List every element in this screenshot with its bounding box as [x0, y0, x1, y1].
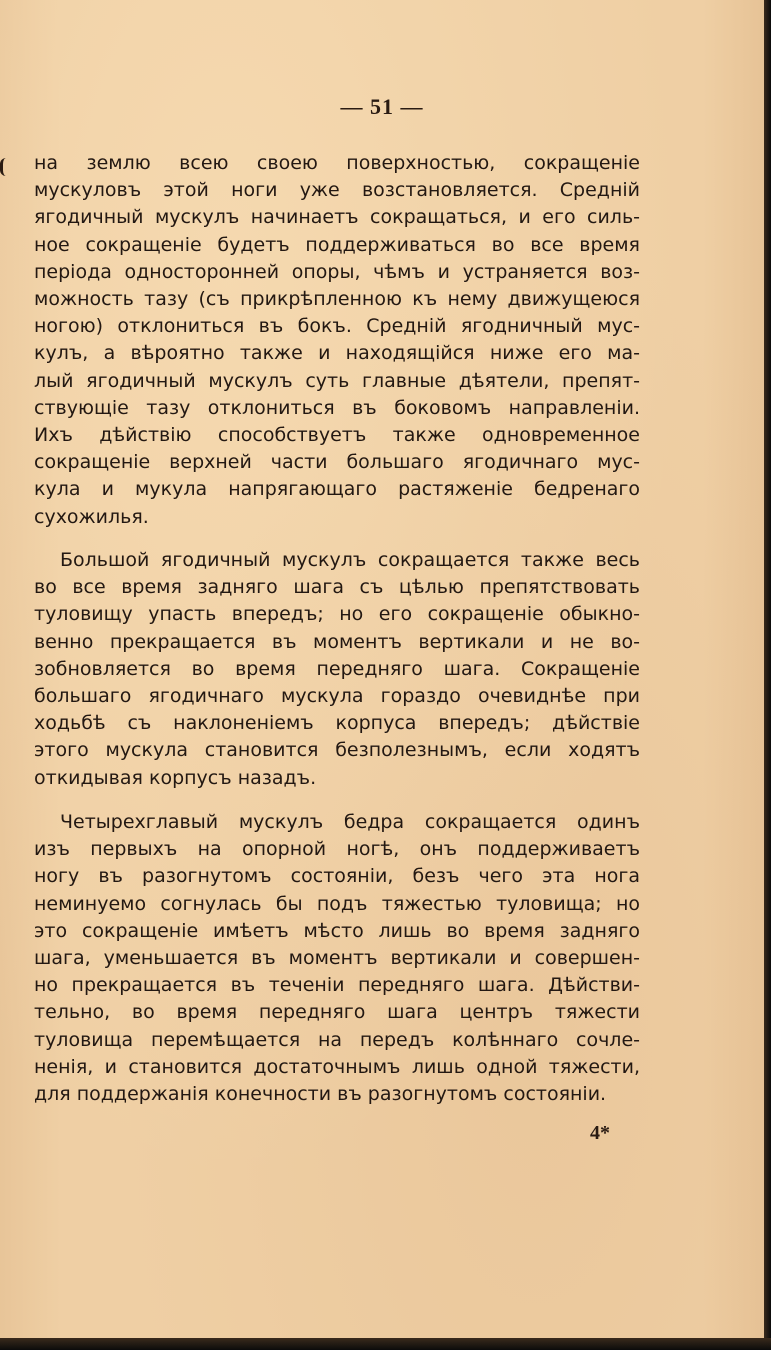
- text-line: лый ягодичный мускулъ суть главные дѣятели, препят-: [34, 369, 640, 392]
- text-line: кула и мукула напрягающаго растяженiе бедренаго: [34, 478, 640, 501]
- text-line: откидывая корпусъ назадъ.: [34, 766, 317, 789]
- text-line: для поддержанiя конечности въ разогнутомъ состоянiи.: [34, 1083, 607, 1106]
- text-line: ягодичный мускулъ начинаетъ сокращаться, и его силь-: [34, 206, 640, 229]
- text-line: ногу въ разогнутомъ состоянiи, безъ чего эта нога: [34, 865, 640, 888]
- text-line: мускуловъ этой ноги уже возстановляется. Среднiй: [34, 179, 640, 202]
- scan-edge-right: [764, 0, 771, 1350]
- text-line: сухожилья.: [34, 505, 149, 528]
- text-line: ствующiе тазу отклониться въ боковомъ направленiи.: [34, 396, 640, 419]
- text-line: этого мускула становится безполезнымъ, если ходятъ: [34, 739, 640, 762]
- text-line: ное сокращенiе будетъ поддерживаться во все время: [34, 233, 640, 256]
- text-line: ходьбѣ съ наклоненiемъ корпуса впередъ; дѣйствiе: [34, 712, 640, 735]
- text-line: венно прекращается въ моментъ вертикали и не во-: [34, 630, 640, 653]
- signature-mark: 4*: [590, 1122, 610, 1144]
- text-line: кулъ, а вѣроятно также и находящiйся ниже его ма-: [34, 342, 640, 365]
- text-line: ненiя, и становится достаточнымъ лишь одной тяжести,: [34, 1055, 640, 1078]
- text-line: ногою) отклониться въ бокъ. Среднiй ягодничный мус-: [34, 315, 640, 338]
- text-line: изъ первыхъ на опорной ногѣ, онъ поддерживаетъ: [34, 838, 640, 861]
- text-line: большаго ягодичнаго мускула гораздо очевиднѣе при: [34, 685, 640, 708]
- text-line: можность тазу (съ прикрѣпленною къ нему движущеюся: [34, 288, 640, 311]
- text-line: туловищу упасть впередъ; но его сокращенiе обыкно-: [34, 603, 640, 626]
- text-line: тельно, во время передняго шага центръ тяжести: [34, 1001, 640, 1024]
- text-line: туловища перемѣщается на передъ колѣннаго сочле-: [34, 1028, 640, 1051]
- paragraph-2: [34, 547, 640, 792]
- scan-edge-bottom: [0, 1338, 771, 1350]
- text-line: но прекращается въ теченiи передняго шага. Дѣйстви-: [34, 974, 640, 997]
- text-line: шага, уменьшается въ моментъ вертикали и совершен-: [34, 947, 640, 970]
- text-line: Ихъ дѣйствiю способствуетъ также одновременное: [34, 424, 640, 447]
- text-line: зобновляется во время передняго шага. Сокращенiе: [34, 657, 640, 680]
- text-line: это сокращенiе имѣетъ мѣсто лишь во время задняго: [34, 919, 640, 942]
- text-line: Большой ягодичный мускулъ сокращается также весь: [60, 549, 640, 571]
- text-line: во все время задняго шага съ цѣлью препятствовать: [34, 576, 640, 599]
- page-number: — 51 —: [340, 94, 424, 119]
- paragraph-1: [34, 150, 640, 531]
- text-line: на землю всею своею поверхностью, сокращенiе: [34, 152, 640, 174]
- paragraph-3: [34, 809, 640, 1108]
- text-line: перiода односторонней опоры, чѣмъ и устраняется воз-: [34, 260, 640, 283]
- text-line: неминуемо согнулась бы подъ тяжестью туловища; но: [34, 892, 640, 915]
- text-line: Четырехглавый мускулъ бедра сокращается одинъ: [60, 811, 640, 833]
- margin-mark: [0, 158, 10, 176]
- text-line: сокращенiе верхней части большаго ягодичнаго мус-: [34, 451, 640, 474]
